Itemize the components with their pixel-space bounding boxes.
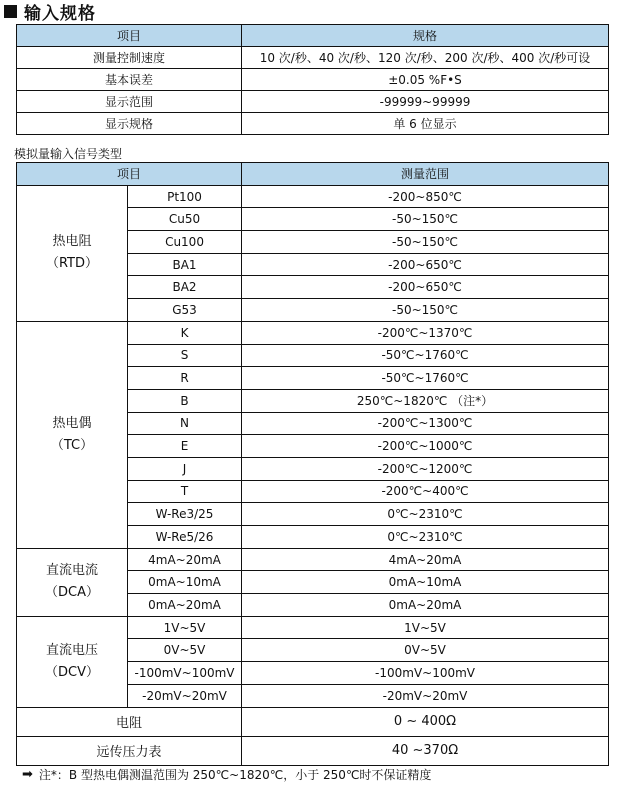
range-cell: -50~150℃ [242, 231, 609, 254]
row-value: 单 6 位显示 [242, 113, 609, 135]
section-title-text: 输入规格 [24, 3, 96, 24]
group-name: 热电偶 [52, 415, 92, 431]
row-item: 显示规格 [17, 113, 242, 135]
range-cell: -200~650℃ [242, 253, 609, 276]
type-cell: Pt100 [128, 185, 242, 208]
row-value: 10 次/秒、40 次/秒、120 次/秒、200 次/秒、400 次/秒可设 [242, 47, 609, 69]
type-cell: W-Re3/25 [128, 503, 242, 526]
arrow-right-icon: ➡ [22, 767, 33, 782]
group-cell-rtd [17, 185, 128, 321]
type-cell: N [128, 412, 242, 435]
group-name: 热电阻 [52, 234, 92, 250]
group-code: （TC） [50, 437, 94, 453]
square-bullet-icon [4, 5, 17, 18]
range-cell: 1V~5V [242, 616, 609, 639]
range-cell: -200~650℃ [242, 276, 609, 299]
table-row [17, 91, 609, 113]
table-row [17, 548, 609, 571]
signal-type-table [16, 162, 609, 766]
table-row [17, 185, 609, 208]
type-cell: G53 [128, 299, 242, 322]
type-cell: Cu100 [128, 231, 242, 254]
row-item: 基本误差 [17, 69, 242, 91]
range-cell: 0℃~2310℃ [242, 503, 609, 526]
group-name: 直流电流 [45, 563, 98, 579]
row-value: ±0.05 %F•S [242, 69, 609, 91]
table-row [17, 47, 609, 69]
range-cell: -200℃~400℃ [242, 480, 609, 503]
range-cell: -50~150℃ [242, 299, 609, 322]
input-spec-table [16, 24, 609, 135]
range-cell: 0℃~2310℃ [242, 526, 609, 549]
group-cell-dca [17, 548, 128, 616]
footnote-text: 注*：B 型热电偶测温范围为 250℃~1820℃，小于 250℃时不保证精度 [38, 768, 432, 782]
range-cell: -200℃~1370℃ [242, 321, 609, 344]
range-cell: -50℃~1760℃ [242, 344, 609, 367]
row-item: 测量控制速度 [17, 47, 242, 69]
range-cell: -200℃~1300℃ [242, 412, 609, 435]
row-value: -99999~99999 [242, 91, 609, 113]
range-cell: -50~150℃ [242, 208, 609, 231]
range-cell: 40 ~370Ω [242, 736, 609, 765]
range-cell: -200℃~1200℃ [242, 457, 609, 480]
table-header-row [17, 25, 609, 47]
type-cell: T [128, 480, 242, 503]
type-cell: W-Re5/26 [128, 526, 242, 549]
range-cell: 0 ~ 400Ω [242, 707, 609, 736]
table-row [17, 113, 609, 135]
type-cell: 0mA~10mA [128, 571, 242, 594]
table-row [17, 736, 609, 765]
table-row [17, 321, 609, 344]
section-title [4, 0, 96, 22]
header-cell-item: 项目 [17, 163, 242, 186]
type-cell: E [128, 435, 242, 458]
range-cell: -20mV~20mV [242, 684, 609, 707]
resistance-item-cell: 电阻 [17, 707, 242, 736]
type-cell: -20mV~20mV [128, 684, 242, 707]
row-item: 显示范围 [17, 91, 242, 113]
group-name: 直流电压 [45, 642, 98, 658]
type-cell: Cu50 [128, 208, 242, 231]
type-cell: J [128, 457, 242, 480]
range-cell: -50℃~1760℃ [242, 367, 609, 390]
group-cell-tc [17, 321, 128, 548]
header-cell-spec: 规格 [242, 25, 609, 47]
table-row [17, 69, 609, 91]
type-cell: 4mA~20mA [128, 548, 242, 571]
range-cell: -100mV~100mV [242, 662, 609, 685]
range-cell: 4mA~20mA [242, 548, 609, 571]
type-cell: 1V~5V [128, 616, 242, 639]
type-cell: R [128, 367, 242, 390]
table-row [17, 616, 609, 639]
group-cell-dcv [17, 616, 128, 707]
range-cell: -200℃~1000℃ [242, 435, 609, 458]
header-cell-item: 项目 [17, 25, 242, 47]
table-row [17, 707, 609, 736]
type-cell: B [128, 389, 242, 412]
type-cell: BA1 [128, 253, 242, 276]
range-cell: -200~850℃ [242, 185, 609, 208]
footnote [22, 766, 431, 783]
type-cell: 0mA~20mA [128, 594, 242, 617]
range-cell: 0mA~20mA [242, 594, 609, 617]
group-code: （DCV） [45, 664, 99, 680]
type-cell: K [128, 321, 242, 344]
table-header-row [17, 163, 609, 186]
range-cell: 0V~5V [242, 639, 609, 662]
type-cell: -100mV~100mV [128, 662, 242, 685]
type-cell: 0V~5V [128, 639, 242, 662]
range-cell: 250℃~1820℃ （注*） [242, 389, 609, 412]
type-cell: S [128, 344, 242, 367]
range-cell: 0mA~10mA [242, 571, 609, 594]
group-code: （RTD） [45, 256, 99, 272]
pressure-gauge-item-cell: 远传压力表 [17, 736, 242, 765]
header-cell-range: 测量范围 [242, 163, 609, 186]
type-cell: BA2 [128, 276, 242, 299]
group-code: （DCA） [45, 585, 99, 601]
subsection-title: 模拟量输入信号类型 [14, 147, 123, 161]
